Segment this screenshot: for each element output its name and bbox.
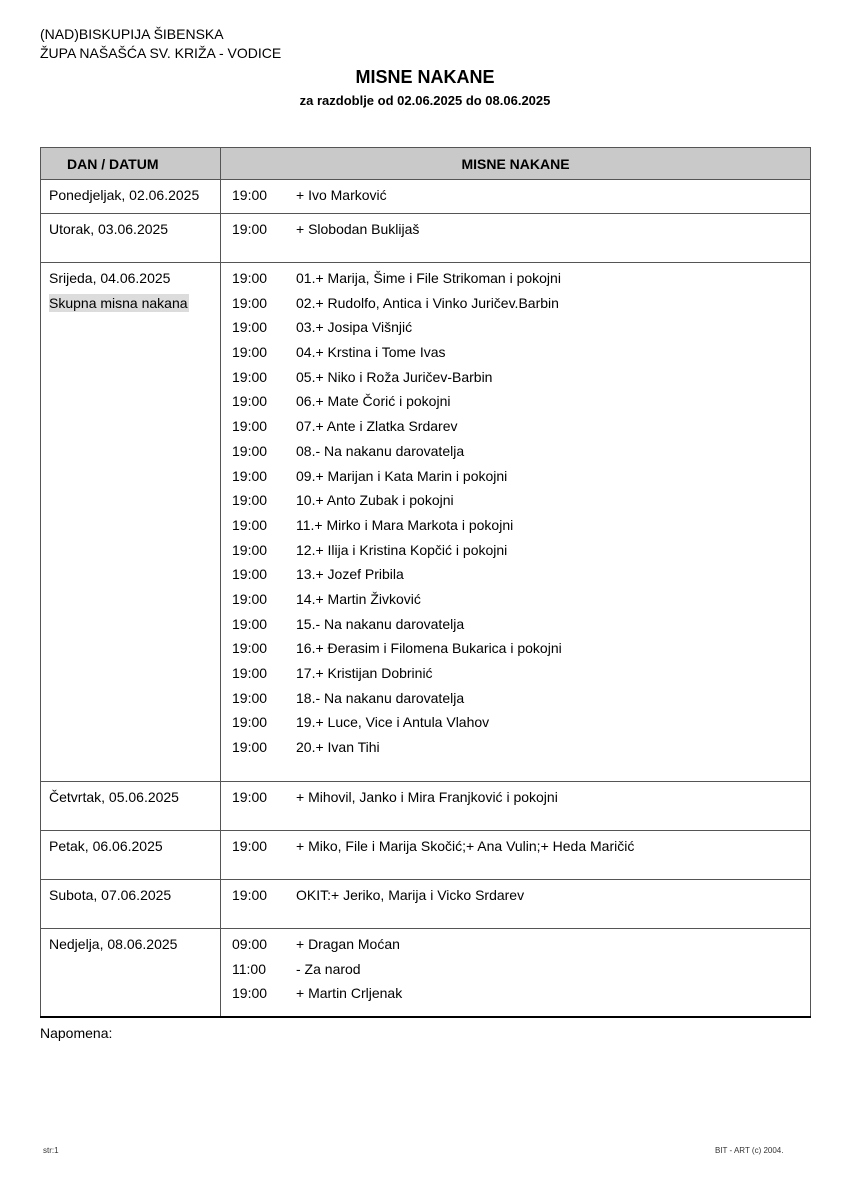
table-row bbox=[41, 214, 811, 263]
mass-time: 19:00 bbox=[232, 985, 268, 1002]
intentions-cell bbox=[221, 263, 811, 782]
column-header-intentions: MISNE NAKANE bbox=[221, 148, 811, 180]
mass-intention: 19.+ Luce, Vice i Antula Vlahov bbox=[296, 714, 490, 731]
mass-time: 19:00 bbox=[232, 615, 268, 632]
mass-intention: 15.- Na nakanu darovatelja bbox=[296, 615, 465, 632]
mass-entry bbox=[221, 368, 810, 393]
mass-time: 19:00 bbox=[232, 270, 268, 286]
mass-intention: OKIT:+ Jeriko, Marija i Vicko Srdarev bbox=[296, 887, 525, 903]
mass-time: 19:00 bbox=[232, 541, 268, 558]
mass-time: 19:00 bbox=[232, 393, 268, 410]
copyright-note: BIT - ART (c) 2004. bbox=[715, 1146, 784, 1155]
intentions-table bbox=[40, 147, 811, 1018]
mass-time: 19:00 bbox=[232, 566, 268, 583]
intentions-cell bbox=[221, 880, 811, 929]
mass-time: 19:00 bbox=[232, 590, 268, 607]
mass-entry bbox=[221, 220, 810, 245]
page-number: str:1 bbox=[43, 1146, 59, 1155]
mass-entry bbox=[221, 269, 810, 294]
day-cell bbox=[41, 929, 221, 1018]
mass-entry bbox=[221, 318, 810, 343]
mass-time: 19:00 bbox=[232, 640, 268, 657]
mass-entry bbox=[221, 935, 810, 960]
day-cell bbox=[41, 880, 221, 929]
table-row bbox=[41, 831, 811, 880]
mass-entry bbox=[221, 343, 810, 368]
mass-entry bbox=[221, 417, 810, 442]
mass-intention: 11.+ Mirko i Mara Markota i pokojni bbox=[296, 516, 514, 533]
mass-time: 19:00 bbox=[232, 368, 268, 385]
napomena-label: Napomena: bbox=[40, 1025, 113, 1041]
table-row bbox=[41, 880, 811, 929]
mass-intention: + Martin Crljenak bbox=[296, 985, 403, 1002]
intentions-cell bbox=[221, 929, 811, 1018]
mass-entry bbox=[221, 984, 810, 1009]
day-date: Srijeda, 04.06.2025 bbox=[49, 270, 171, 286]
mass-intention: 02.+ Rudolfo, Antica i Vinko Juričev.Barbin bbox=[296, 294, 559, 311]
mass-time: 19:00 bbox=[232, 418, 268, 435]
intentions-cell bbox=[221, 214, 811, 263]
mass-intention: 06.+ Mate Čorić i pokojni bbox=[296, 393, 451, 410]
intentions-cell bbox=[221, 831, 811, 880]
page-subtitle: za razdoblje od 02.06.2025 do 08.06.2025 bbox=[299, 93, 551, 108]
mass-intention: 10.+ Anto Zubak i pokojni bbox=[296, 492, 454, 509]
mass-time: 19:00 bbox=[232, 789, 268, 805]
mass-time: 19:00 bbox=[232, 665, 268, 681]
intentions-cell bbox=[221, 782, 811, 831]
day-cell bbox=[41, 180, 221, 214]
mass-intention: + Mihovil, Janko i Mira Franjković i pokojni bbox=[296, 789, 558, 805]
day-date: Četvrtak, 05.06.2025 bbox=[49, 789, 179, 805]
table-row bbox=[41, 263, 811, 782]
mass-entry bbox=[221, 615, 810, 640]
mass-entry bbox=[221, 788, 810, 813]
mass-entry bbox=[221, 491, 810, 516]
day-date: Nedjelja, 08.06.2025 bbox=[49, 936, 178, 952]
mass-entry bbox=[221, 639, 810, 664]
mass-time: 19:00 bbox=[232, 221, 268, 237]
table-row bbox=[41, 782, 811, 831]
intentions-cell bbox=[221, 180, 811, 214]
mass-time: 19:00 bbox=[232, 739, 268, 756]
group-intention-note: Skupna misna nakana bbox=[49, 295, 188, 311]
mass-entry bbox=[221, 664, 810, 689]
mass-time: 19:00 bbox=[232, 838, 268, 854]
day-cell bbox=[41, 782, 221, 831]
mass-intention: 03.+ Josipa Višnjić bbox=[296, 319, 413, 336]
table-body bbox=[41, 180, 811, 1018]
table-header-row bbox=[41, 148, 811, 180]
mass-entry bbox=[221, 886, 810, 911]
mass-intention: + Ivo Marković bbox=[296, 187, 387, 203]
mass-intention: 12.+ Ilija i Kristina Kopčić i pokojni bbox=[296, 541, 508, 558]
column-header-day: DAN / DATUM bbox=[41, 148, 221, 180]
mass-time: 19:00 bbox=[232, 319, 268, 336]
mass-entry bbox=[221, 565, 810, 590]
mass-intention: 07.+ Ante i Zlatka Srdarev bbox=[296, 418, 458, 435]
mass-entry bbox=[221, 738, 810, 763]
mass-entry bbox=[221, 442, 810, 467]
table-row bbox=[41, 180, 811, 214]
mass-intention: 18.- Na nakanu darovatelja bbox=[296, 689, 465, 706]
mass-intention: 01.+ Marija, Šime i File Strikoman i pokojni bbox=[296, 270, 561, 286]
mass-time: 11:00 bbox=[232, 960, 266, 977]
mass-intention: 20.+ Ivan Tihi bbox=[296, 739, 380, 756]
mass-intention: 17.+ Kristijan Dobrinić bbox=[296, 665, 433, 681]
mass-time: 09:00 bbox=[232, 936, 268, 952]
mass-entry bbox=[221, 516, 810, 541]
mass-time: 19:00 bbox=[232, 689, 268, 706]
mass-intention: 13.+ Jozef Pribila bbox=[296, 566, 404, 583]
page-title: MISNE NAKANE bbox=[355, 67, 495, 87]
mass-intention: 08.- Na nakanu darovatelja bbox=[296, 442, 465, 459]
mass-intention: 14.+ Martin Živković bbox=[296, 590, 421, 607]
mass-entry bbox=[221, 541, 810, 566]
diocese-name: (NAD)BISKUPIJA ŠIBENSKA bbox=[40, 26, 224, 42]
mass-intention: - Za narod bbox=[296, 960, 361, 977]
mass-intention: 05.+ Niko i Roža Juričev-Barbin bbox=[296, 368, 493, 385]
day-date: Petak, 06.06.2025 bbox=[49, 838, 163, 854]
mass-entry bbox=[221, 590, 810, 615]
mass-time: 19:00 bbox=[232, 294, 268, 311]
mass-entry bbox=[221, 837, 810, 862]
mass-entry bbox=[221, 467, 810, 492]
mass-intention: + Miko, File i Marija Skočić;+ Ana Vulin;+ Heda Maričić bbox=[296, 838, 635, 854]
mass-time: 19:00 bbox=[232, 442, 268, 459]
day-date: Utorak, 03.06.2025 bbox=[49, 221, 169, 237]
mass-entry bbox=[221, 392, 810, 417]
mass-intention: + Dragan Moćan bbox=[296, 936, 400, 952]
mass-entry bbox=[221, 186, 810, 211]
day-cell bbox=[41, 214, 221, 263]
mass-entry bbox=[221, 294, 810, 319]
mass-time: 19:00 bbox=[232, 344, 268, 361]
day-date: Subota, 07.06.2025 bbox=[49, 887, 172, 903]
mass-time: 19:00 bbox=[232, 516, 268, 533]
parish-name: ŽUPA NAŠAŠĆA SV. KRIŽA - VODICE bbox=[40, 45, 282, 61]
mass-time: 19:00 bbox=[232, 492, 268, 509]
mass-time: 19:00 bbox=[232, 187, 268, 203]
mass-entry bbox=[221, 960, 810, 985]
mass-entry bbox=[221, 713, 810, 738]
day-cell bbox=[41, 263, 221, 782]
mass-time: 19:00 bbox=[232, 887, 268, 903]
mass-intention: 16.+ Đerasim i Filomena Bukarica i pokojni bbox=[296, 640, 562, 657]
day-cell bbox=[41, 831, 221, 880]
mass-time: 19:00 bbox=[232, 467, 268, 484]
mass-time: 19:00 bbox=[232, 714, 268, 731]
mass-entry bbox=[221, 689, 810, 714]
mass-intention: + Slobodan Buklijaš bbox=[296, 221, 420, 237]
mass-intention: 09.+ Marijan i Kata Marin i pokojni bbox=[296, 467, 508, 484]
day-date: Ponedjeljak, 02.06.2025 bbox=[49, 187, 200, 203]
table-row bbox=[41, 929, 811, 1018]
mass-intention: 04.+ Krstina i Tome Ivas bbox=[296, 344, 446, 361]
